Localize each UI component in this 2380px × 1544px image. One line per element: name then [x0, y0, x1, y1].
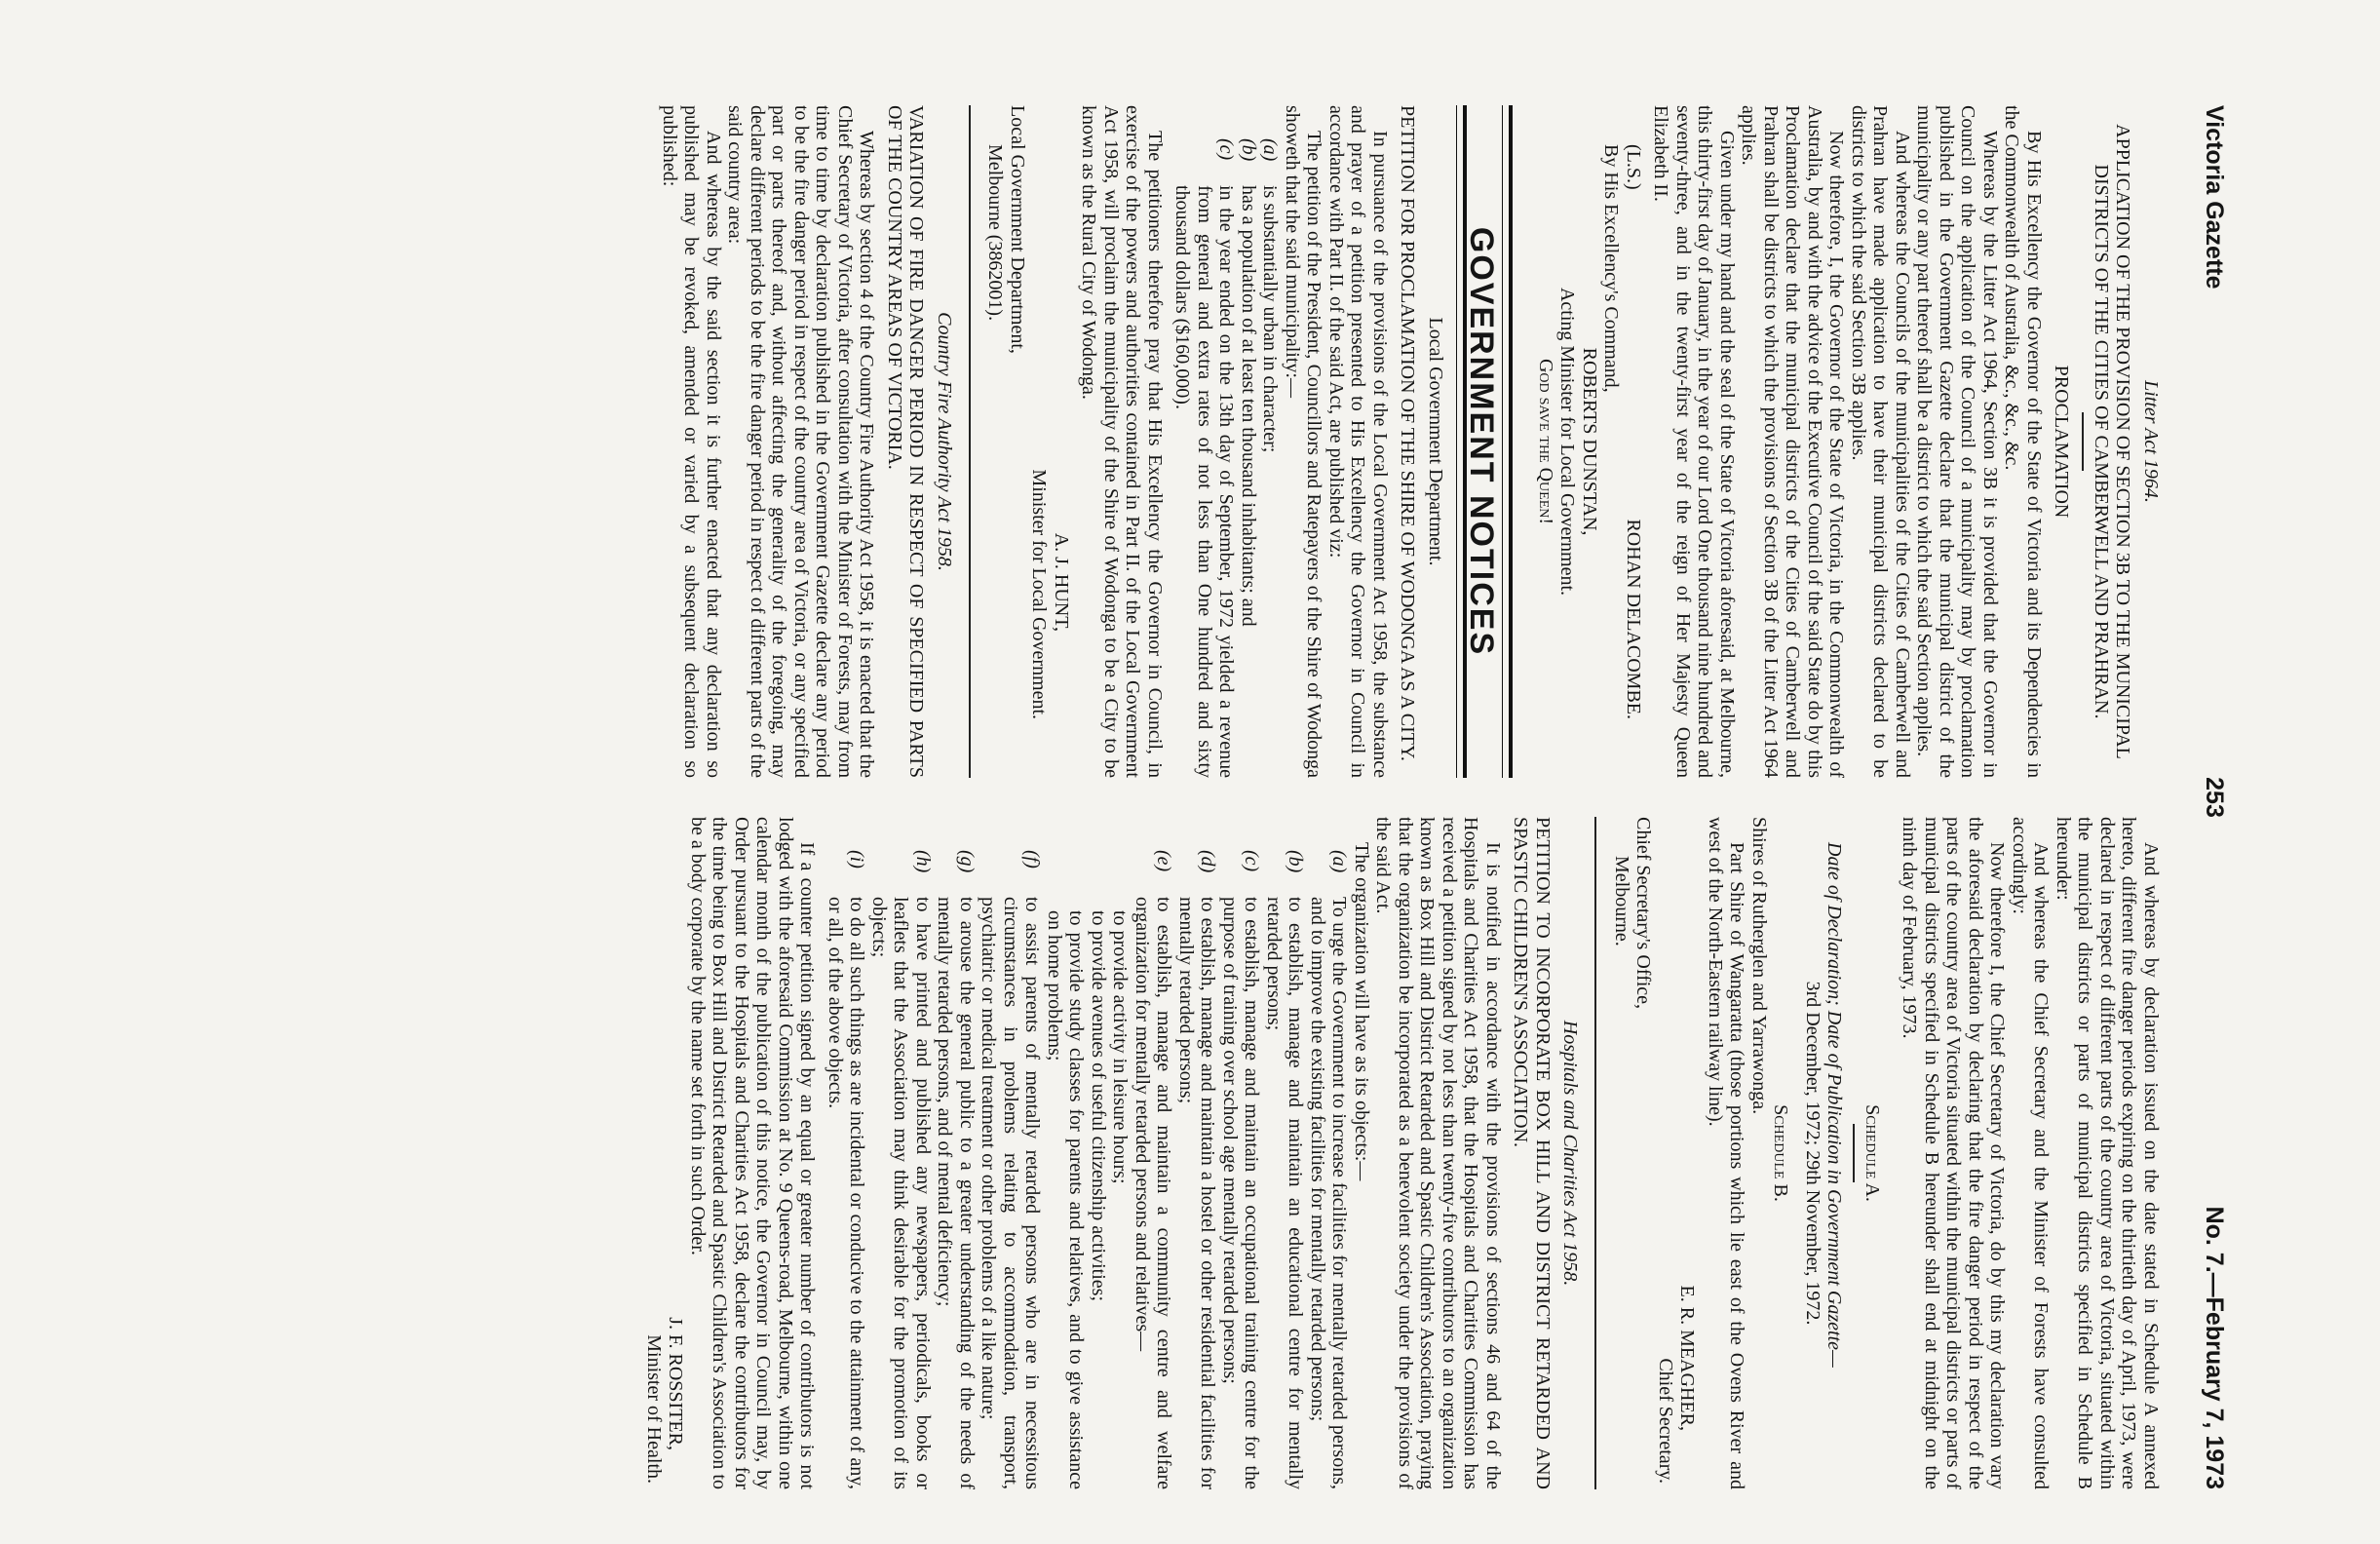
- signer-name: J. F. ROSSITER,: [665, 1317, 687, 1450]
- paragraph: The petitioners therefore pray that His Excellency the Governor in Council, in exercise of the powers and authorities contained in Part II. of the Local Government Act 1958, will proclaim the municipality of the Shire of Wodonga to be a City to be known as the Rural City of Wodonga.: [1078, 105, 1166, 778]
- schedule-heading: Schedule B.: [1770, 1104, 1792, 1202]
- schedule-entry: Shires of Rutherglen and Yarrawonga.: [1748, 817, 1770, 1115]
- list-item: (i) to do all such things as are incidental or conducive to the attainment of any, or all, of the above objects.: [825, 850, 868, 1489]
- paragraph: Whereas by section 4 of the Country Fire Authority Act 1958, it is enacted that the Chief Secretary of Victoria, after consultation with the Minister of Forests, may from time to time by declaration published in the Government Gazette declare any period to be the fire danger period in respect of the country area of Victoria, or any specified part or parts thereof and, without affecting the generality of the foregoing, may declare different periods to be the fire danger period in respect of different parts of the said country area:: [724, 105, 878, 778]
- notice-title: PETITION FOR PROCLAMATION OF THE SHIRE OF WODONGA AS A CITY.: [1397, 105, 1419, 761]
- notice-title: PETITION TO INCORPORATE BOX HILL AND DISTRICT RETARDED AND SPASTIC CHILDREN'S ASSOCIATION.: [1510, 817, 1554, 1489]
- list-item: (b) to establish, manage and maintain an educational centre for mentally retarded persons;: [1263, 850, 1307, 1489]
- notice-title: VARIATION OF FIRE DANGER PERIOD IN RESPECT OF SPECIFIED PARTS OF THE COUNTRY AREAS OF VICTORIA.: [884, 105, 928, 778]
- divider: [969, 105, 971, 778]
- divider: [1854, 1124, 1856, 1182]
- seal-mark: (L.S.): [1623, 144, 1644, 190]
- command-line: By His Excellency's Command,: [1600, 144, 1623, 393]
- schedule-dates: 3rd December, 1972; 29th November, 1972.: [1802, 981, 1823, 1326]
- signer-name: A. J. HUNT,: [1051, 532, 1072, 632]
- fire-danger-notice-continued: [1611, 817, 2163, 1489]
- page-number: 253: [2201, 777, 2228, 818]
- paragraph: Now therefore, I, the Governor of the State of Victoria, in the Commonwealth of Australia, by and with the advice of the Executive Council of the said State do by this Proclamation declare that the municipal districts of the Cities of Camberwell and Prahran shall be districts to which the provisions of Section 3B of the Litter Act 1964 applies.: [1738, 105, 1848, 778]
- list-item: (a) is substantially urban in character;: [1259, 138, 1282, 453]
- governor-name: ROHAN DELACOMBE.: [1623, 519, 1644, 719]
- litter-act-proclamation: [1535, 105, 2163, 778]
- right-column: [643, 817, 2163, 1489]
- paragraph: And whereas by declaration issued on the date stated in Schedule A annexed hereto, different fire danger periods expiring on the thirtieth day of April, 1973, were declared in respect of different parts of the country area of Victoria, situated within the municipal districts or parts of municipal districts specified in Schedule B hereunder:: [2053, 817, 2162, 1489]
- left-column: [659, 105, 2163, 778]
- list-item: (f) to assist parents of mentally retarded persons who are in necessitous circumstances in problems relating to accommodation, transport, psychiatric or medical treatment or other problems of a like nature;: [978, 850, 1044, 1489]
- paragraph: Now therefore I, the Chief Secretary of Victoria, do by this my declaration vary the aforesaid declaration by declaring that the fire danger period in respect of the parts of the country area of Victoria situated within the municipal districts or parts of municipal districts specified in Schedule B hereunder shall end at midnight on the ninth day of February, 1973.: [1899, 817, 2009, 1489]
- paragraph: And whereas the Chief Secretary and the Minister of Forests have consulted accordingly:: [2009, 817, 2053, 1489]
- signer-title: Chief Secretary.: [1655, 1358, 1676, 1484]
- signature-line: [1623, 105, 1645, 778]
- paragraph: Whereas by the Litter Act 1964, Section 3B it is provided that the Governor in Council on the application of the Council of a municipality may by proclamation published in the Government Gazette declare that the municipal district of the municipality or any part thereof shall be a district to which the said Section applies.: [1913, 105, 2001, 778]
- page-header: [2185, 105, 2234, 1489]
- paragraph: The organization will have as its objects:—: [1351, 842, 1372, 1181]
- schedule-caption: Date of Declaration; Date of Publication in Government Gazette—: [1823, 842, 1846, 1368]
- publication-title: Victoria Gazette: [2201, 105, 2228, 290]
- list-item: (c) to establish, manage and maintain an occupational training centre for the purpose of training over school age mentally retarded persons;: [1219, 850, 1263, 1489]
- act-name: Litter Act 1964.: [2140, 380, 2162, 503]
- minister-name: ROBERTS DUNSTAN,: [1579, 347, 1600, 536]
- paragraph: And whereas the Councils of the municipalities of the Cities of Camberwell and Prahran have made application to have their municipal districts declared to be districts to which the said Section 3B applies.: [1848, 105, 1913, 778]
- issue-date: No. 7.—February 7, 1973: [2201, 1206, 2228, 1489]
- paragraph: In pursuance of the provisions of the Local Government Act 1958, the substance and prayer of a petition presented to His Excellency the Governor in Council in accordance with Part II. of the said Act, are published viz:: [1325, 105, 1391, 778]
- list-item: (h) to have printed and published any newspapers, periodicals, books or leaflets that the Association may think desirable for the promotion of its objects;: [868, 850, 934, 1489]
- list-item: (e) to establish, manage and maintain a community centre and welfare organization for mentally retarded persons and relatives—: [1132, 850, 1175, 1489]
- sub-list-item: to provide avenues of useful citizenship activities;: [1088, 910, 1109, 1301]
- paragraph: If a counter petition signed by an equal or greater number of contributors is not lodged with the aforesaid Commission at No. 9 Queens-road, Melbourne, within one calendar month of the publication of this notice, the Governor in Council may, by Order pursuant to the Hospitals and Charities Act 1958, declare the contributors for the time being to Box Hill and District Retarded and Spastic Children's Association to be a body corporate by the name set forth in such Order.: [687, 817, 819, 1489]
- list-item: (g) to arouse the general public to a greater understanding of the needs of mentally retarded persons, and of mental deficiency;: [934, 850, 978, 1489]
- schedule-heading: Schedule A.: [1862, 1104, 1883, 1202]
- schedule-entry: Part Shire of Wangaratta (those portions which lie east of the Ovens River and west of the North-Eastern railway line).: [1705, 817, 1748, 1489]
- fire-danger-notice: [659, 105, 956, 778]
- paragraph: The petition of the President, Councillors and Ratepayers of the Shire of Wodonga showeth that the said municipality:—: [1282, 105, 1325, 778]
- paragraph: Given under my hand and the seal of the State of Victoria aforesaid, at Melbourne, this thirty-first day of January, in the year of our Lord One thousand nine hundred and seventy-three, and in the twenty-first year of the reign of Her Majesty Queen Elizabeth II.: [1650, 105, 1738, 778]
- list-item: (b) has a population of at least ten thousand inhabitants; and: [1238, 138, 1259, 627]
- section-banner: GOVERNMENT NOTICES: [1463, 226, 1501, 657]
- signer-title: Minister of Health.: [643, 1334, 665, 1484]
- god-save-the-queen: God save the Queen!: [1535, 358, 1556, 525]
- list-item: (a) To urge the Government to increase facilities for mentally retarded persons, and to improve the existing facilities for mentally retarded persons;: [1307, 850, 1351, 1489]
- address-line: Melbourne.: [1611, 856, 1632, 946]
- paragraph: And whereas by the said section it is further enacted that any declaration so published may be revoked, amended or varied by a subsequent declaration so published:: [659, 105, 724, 778]
- address-line: Chief Secretary's Office,: [1632, 817, 1655, 1010]
- signer-name: E. R. MEAGHER,: [1676, 1285, 1699, 1431]
- list-item: (d) to establish, manage and maintain a hostel or other residential facilities for mentally retarded persons;: [1175, 850, 1219, 1489]
- wodonga-petition: [984, 105, 1446, 778]
- divider: [2083, 412, 2085, 471]
- list-item: (c) in the year ended on the 13th day of September, 1972 yielded a revenue from general and extra rates of not less than One hundred and sixty thousand dollars ($160,000).: [1171, 138, 1238, 778]
- address-line: Local Government Department,: [1007, 105, 1028, 354]
- sub-list-item: to provide activity in leisure hours;: [1109, 910, 1132, 1184]
- address-line: Melbourne (3862001).: [984, 144, 1007, 322]
- sub-list-item: to provide study classes for parents and relatives, and to give assistance on home problems;: [1044, 910, 1088, 1489]
- notice-title: APPLICATION OF THE PROVISION OF SECTION 3B TO THE MUNICIPAL DISTRICTS OF THE CITIES OF CAMBERWELL AND PRAHRAN.: [2091, 124, 2134, 759]
- signer-title: Minister for Local Government.: [1028, 469, 1051, 719]
- minister-title: Acting Minister for Local Government.: [1556, 287, 1579, 597]
- paragraph: By His Excellency the Governor of the State of Victoria and its Dependencies in the Commonwealth of Australia, &c., &c., &c.: [2001, 105, 2045, 778]
- paragraph: It is notified in accordance with the provisions of sections 46 and 64 of the Hospitals and Charities Act 1958, that the Hospitals and Charities Commission has received a petition signed by not less than twenty-five contributors to an organization known as Box Hill and District Retarded and Spastic Children's Association, praying that the organization be incorporated as a benevolent society under the provisions of the said Act.: [1372, 817, 1504, 1489]
- department-line: Local Government Department.: [1425, 317, 1446, 566]
- gazette-page: [90, 105, 2234, 1489]
- proclamation-heading: PROCLAMATION: [2051, 365, 2073, 519]
- act-name: Country Fire Authority Act 1958.: [934, 312, 955, 571]
- divider: [1595, 817, 1597, 1489]
- hospitals-petition: [643, 817, 1582, 1489]
- section-rule: [1503, 105, 1514, 778]
- act-name: Hospitals and Charities Act 1958.: [1559, 1020, 1582, 1287]
